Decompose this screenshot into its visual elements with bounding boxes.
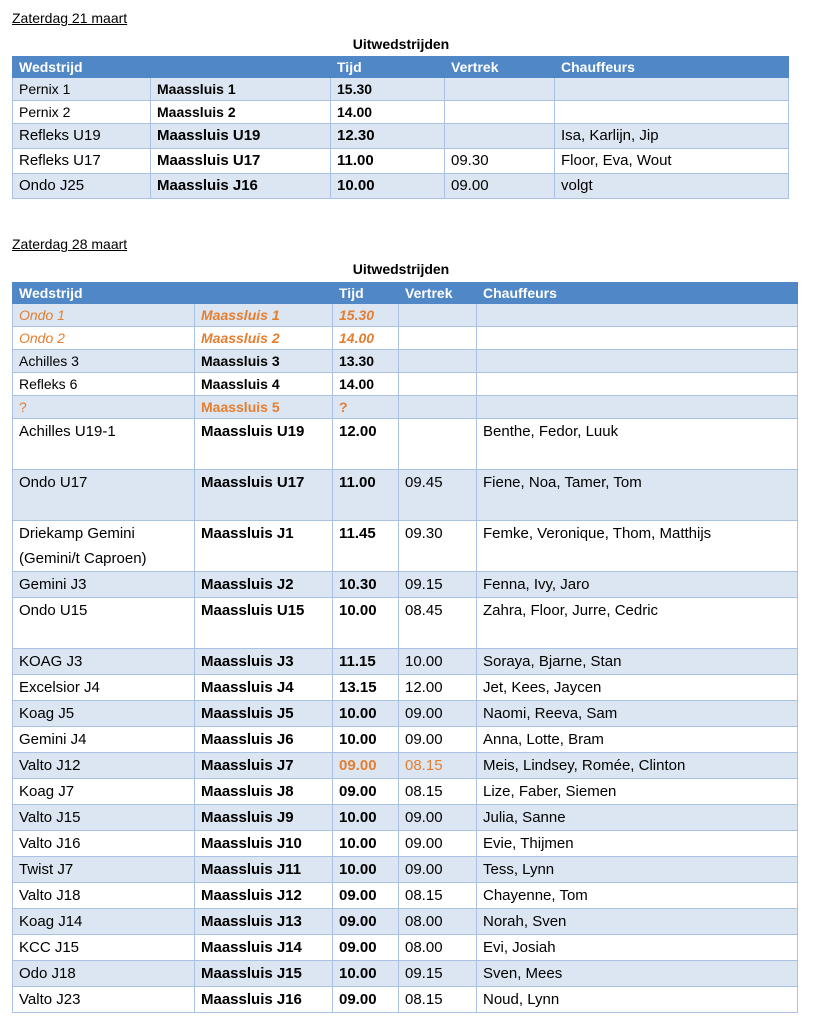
cell-drivers: volgt [555,174,789,199]
cell-departure: 09.00 [399,727,477,753]
header-vertrek: Vertrek [399,283,477,304]
cell-team: Maassluis J14 [195,935,333,961]
cell-time: ? [333,396,399,419]
cell-time: 09.00 [333,909,399,935]
cell-opponent: Pernix 1 [13,78,151,101]
cell-drivers [477,304,798,327]
cell-team: Maassluis 5 [195,396,333,419]
schedule-table-1 [12,56,789,199]
cell-drivers: Norah, Sven [477,909,798,935]
table-row [13,649,798,675]
cell-departure [445,78,555,101]
header-wedstrijd: Wedstrijd [13,283,195,304]
cell-departure: 10.00 [399,649,477,675]
cell-team: Maassluis J3 [195,649,333,675]
cell-time: 10.30 [333,572,399,598]
cell-team: Maassluis 4 [195,373,333,396]
cell-departure: 09.00 [399,857,477,883]
header-vertrek: Vertrek [445,57,555,78]
cell-departure: 08.15 [399,883,477,909]
header-team [195,283,333,304]
cell-departure: 09.00 [399,805,477,831]
table-row [13,909,798,935]
cell-drivers: Meis, Lindsey, Romée, Clinton [477,753,798,779]
cell-team: Maassluis U19 [151,124,331,149]
cell-team: Maassluis 2 [151,101,331,124]
cell-drivers: Julia, Sanne [477,805,798,831]
cell-team: Maassluis J1 [195,521,333,572]
header-chauffeurs: Chauffeurs [477,283,798,304]
cell-departure: 08.45 [399,598,477,649]
cell-time: 11.00 [331,149,445,174]
cell-opponent: KOAG J3 [13,649,195,675]
cell-time: 12.30 [331,124,445,149]
table-row [13,572,798,598]
cell-time: 09.00 [333,987,399,1013]
cell-opponent: ? [13,396,195,419]
cell-drivers: Lize, Faber, Siemen [477,779,798,805]
cell-departure [399,419,477,470]
cell-opponent: Refleks U19 [13,124,151,149]
cell-departure: 08.15 [399,987,477,1013]
cell-departure: 09.00 [445,174,555,199]
cell-drivers [555,101,789,124]
cell-opponent: Refleks U17 [13,149,151,174]
cell-departure [445,101,555,124]
header-team [151,57,331,78]
cell-drivers: Evi, Josiah [477,935,798,961]
cell-departure: 09.30 [399,521,477,572]
cell-opponent: Koag J14 [13,909,195,935]
cell-drivers: Chayenne, Tom [477,883,798,909]
cell-departure: 09.00 [399,701,477,727]
cell-team: Maassluis J6 [195,727,333,753]
table-row [13,78,789,101]
cell-departure [399,350,477,373]
cell-drivers: Anna, Lotte, Bram [477,727,798,753]
cell-team: Maassluis 1 [195,304,333,327]
cell-time: 09.00 [333,779,399,805]
cell-team: Maassluis J10 [195,831,333,857]
date-heading-2: Zaterdag 28 maart [12,236,128,252]
cell-opponent: Koag J7 [13,779,195,805]
table-row [13,675,798,701]
table-row [13,987,798,1013]
cell-opponent: Valto J23 [13,987,195,1013]
cell-opponent: Gemini J3 [13,572,195,598]
cell-drivers: Floor, Eva, Wout [555,149,789,174]
cell-departure: 08.15 [399,753,477,779]
cell-time: 13.15 [333,675,399,701]
cell-opponent: Refleks 6 [13,373,195,396]
cell-team: Maassluis 3 [195,350,333,373]
table-row [13,805,798,831]
cell-opponent: Ondo U17 [13,470,195,521]
cell-opponent: Excelsior J4 [13,675,195,701]
cell-opponent: Gemini J4 [13,727,195,753]
cell-drivers: Isa, Karlijn, Jip [555,124,789,149]
cell-time: 10.00 [331,174,445,199]
cell-time: 10.00 [333,598,399,649]
cell-drivers [477,327,798,350]
cell-drivers [477,373,798,396]
cell-departure: 09.30 [445,149,555,174]
cell-team: Maassluis 1 [151,78,331,101]
table-row [13,124,789,149]
table-row [13,304,798,327]
cell-drivers: Zahra, Floor, Jurre, Cedric [477,598,798,649]
cell-departure [445,124,555,149]
cell-departure: 09.00 [399,831,477,857]
header-wedstrijd: Wedstrijd [13,57,151,78]
table-row [13,598,798,649]
cell-team: Maassluis J2 [195,572,333,598]
cell-time: 14.00 [333,327,399,350]
date-heading-1: Zaterdag 21 maart [12,10,128,26]
cell-time: 11.00 [333,470,399,521]
table-row [13,350,798,373]
cell-departure [399,327,477,350]
table-row [13,149,789,174]
cell-time: 13.30 [333,350,399,373]
cell-opponent: Odo J18 [13,961,195,987]
cell-time: 12.00 [333,419,399,470]
cell-team: Maassluis J15 [195,961,333,987]
cell-time: 14.00 [333,373,399,396]
cell-time: 15.30 [333,304,399,327]
cell-opponent: Valto J18 [13,883,195,909]
header-chauffeurs: Chauffeurs [555,57,789,78]
cell-departure [399,373,477,396]
table-row [13,753,798,779]
table-row [13,831,798,857]
table-row [13,396,798,419]
cell-opponent: Valto J15 [13,805,195,831]
cell-time: 10.00 [333,727,399,753]
cell-time: 10.00 [333,831,399,857]
cell-opponent: Twist J7 [13,857,195,883]
table-caption-1: Uitwedstrijden [352,36,450,52]
table-row [13,101,789,124]
cell-team: Maassluis J13 [195,909,333,935]
cell-opponent: Ondo J25 [13,174,151,199]
cell-time: 15.30 [331,78,445,101]
table-caption-2: Uitwedstrijden [352,261,450,277]
cell-time: 10.00 [333,701,399,727]
cell-drivers: Evie, Thijmen [477,831,798,857]
cell-drivers [477,350,798,373]
cell-opponent: KCC J15 [13,935,195,961]
cell-team: Maassluis J16 [151,174,331,199]
cell-time: 10.00 [333,857,399,883]
cell-team: Maassluis J5 [195,701,333,727]
cell-team: Maassluis J11 [195,857,333,883]
cell-time: 10.00 [333,961,399,987]
cell-opponent: Pernix 2 [13,101,151,124]
cell-team: Maassluis U15 [195,598,333,649]
cell-team: Maassluis J16 [195,987,333,1013]
cell-time: 11.45 [333,521,399,572]
table-row [13,174,789,199]
cell-drivers: Femke, Veronique, Thom, Matthijs [477,521,798,572]
table-row [13,857,798,883]
cell-drivers: Benthe, Fedor, Luuk [477,419,798,470]
cell-opponent: Koag J5 [13,701,195,727]
cell-drivers: Fenna, Ivy, Jaro [477,572,798,598]
table-row [13,883,798,909]
cell-departure: 08.00 [399,909,477,935]
cell-departure: 09.45 [399,470,477,521]
table-row [13,701,798,727]
table-row [13,935,798,961]
table-header [13,283,798,304]
table-row [13,521,798,572]
cell-time: 09.00 [333,753,399,779]
cell-time: 11.15 [333,649,399,675]
cell-drivers: Soraya, Bjarne, Stan [477,649,798,675]
cell-team: Maassluis J8 [195,779,333,805]
cell-opponent: Valto J16 [13,831,195,857]
cell-departure [399,396,477,419]
cell-time: 14.00 [331,101,445,124]
cell-drivers: Sven, Mees [477,961,798,987]
cell-opponent: Ondo U15 [13,598,195,649]
table-row [13,779,798,805]
cell-team: Maassluis U19 [195,419,333,470]
cell-opponent: Achilles 3 [13,350,195,373]
cell-drivers [477,396,798,419]
cell-opponent: Valto J12 [13,753,195,779]
cell-drivers: Tess, Lynn [477,857,798,883]
table-row [13,327,798,350]
cell-drivers: Fiene, Noa, Tamer, Tom [477,470,798,521]
cell-opponent: Ondo 2 [13,327,195,350]
cell-team: Maassluis U17 [151,149,331,174]
table-row [13,727,798,753]
cell-team: Maassluis J7 [195,753,333,779]
table-row [13,419,798,470]
cell-departure: 09.15 [399,572,477,598]
table-row [13,373,798,396]
cell-opponent: Ondo 1 [13,304,195,327]
cell-departure: 12.00 [399,675,477,701]
table-header [13,57,789,78]
cell-team: Maassluis J4 [195,675,333,701]
cell-departure: 09.15 [399,961,477,987]
schedule-table-2 [12,282,798,1013]
cell-drivers [555,78,789,101]
cell-drivers: Naomi, Reeva, Sam [477,701,798,727]
table-row [13,961,798,987]
cell-drivers: Noud, Lynn [477,987,798,1013]
cell-drivers: Jet, Kees, Jaycen [477,675,798,701]
cell-departure: 08.00 [399,935,477,961]
cell-time: 10.00 [333,805,399,831]
cell-team: Maassluis 2 [195,327,333,350]
cell-team: Maassluis J9 [195,805,333,831]
cell-team: Maassluis J12 [195,883,333,909]
cell-opponent: Driekamp Gemini (Gemini/t Caproen) [13,521,195,572]
cell-team: Maassluis U17 [195,470,333,521]
cell-opponent: Achilles U19-1 [13,419,195,470]
cell-departure [399,304,477,327]
header-tijd: Tijd [331,57,445,78]
cell-time: 09.00 [333,935,399,961]
cell-time: 09.00 [333,883,399,909]
cell-departure: 08.15 [399,779,477,805]
header-tijd: Tijd [333,283,399,304]
table-row [13,470,798,521]
